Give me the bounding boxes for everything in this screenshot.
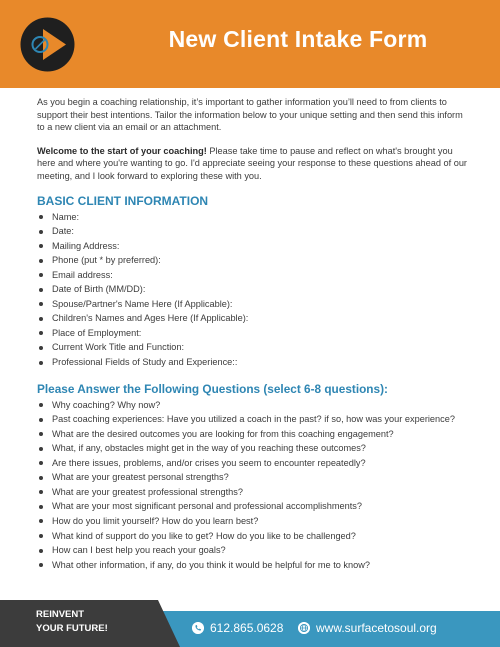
play-logo-icon bbox=[20, 17, 75, 72]
list-item: What kind of support do you like to get? How do you like to be challenged? bbox=[37, 529, 469, 544]
list-item: Children's Names and Ages Here (If Applicable): bbox=[37, 311, 469, 326]
list-item: What are the desired outcomes you are looking for from this coaching engagement? bbox=[37, 427, 469, 442]
basic-info-list bbox=[37, 210, 469, 370]
tagline-line-2: YOUR FUTURE! bbox=[36, 623, 108, 634]
list-item: Past coaching experiences: Have you utilized a coach in the past? if so, how was your experience? bbox=[37, 412, 469, 427]
list-item: Place of Employment: bbox=[37, 326, 469, 341]
footer-website-link[interactable]: www.surfacetosoul.org bbox=[316, 621, 437, 635]
list-item: What are your most significant personal and professional accomplishments? bbox=[37, 499, 469, 514]
list-item: Name: bbox=[37, 210, 469, 225]
list-item: What, if any, obstacles might get in the way of you reaching these outcomes? bbox=[37, 441, 469, 456]
footer-tagline bbox=[36, 608, 108, 636]
list-item: Mailing Address: bbox=[37, 239, 469, 254]
list-item: Email address: bbox=[37, 268, 469, 283]
phone-icon bbox=[192, 622, 204, 634]
list-item: Current Work Title and Function: bbox=[37, 340, 469, 355]
list-item: How can I best help you reach your goals? bbox=[37, 543, 469, 558]
list-item: What other information, if any, do you think it would be helpful for me to know? bbox=[37, 558, 469, 573]
form-content bbox=[37, 96, 469, 572]
list-item: Why coaching? Why now? bbox=[37, 398, 469, 413]
welcome-paragraph bbox=[37, 145, 469, 183]
footer-phone[interactable]: 612.865.0628 bbox=[210, 621, 284, 635]
list-item: Date: bbox=[37, 224, 469, 239]
questions-heading: Please Answer the Following Questions (select 6-8 questions): bbox=[37, 381, 388, 396]
list-item: Date of Birth (MM/DD): bbox=[37, 282, 469, 297]
footer bbox=[0, 600, 500, 647]
list-item: Are there issues, problems, and/or crises you seem to encounter repeatedly? bbox=[37, 456, 469, 471]
questions-list bbox=[37, 398, 469, 573]
list-item: How do you limit yourself? How do you learn best? bbox=[37, 514, 469, 529]
tagline-line-1: REINVENT bbox=[36, 609, 85, 620]
globe-icon bbox=[298, 622, 310, 634]
list-item: Spouse/Partner's Name Here (If Applicable): bbox=[37, 297, 469, 312]
list-item: What are your greatest professional strengths? bbox=[37, 485, 469, 500]
welcome-text: Please take time to pause and reflect on what's brought you here and where you're wanting to go. I'd appreciate seeing your response to these questions ahead of our meeting, and I look forward to exploring these with you. bbox=[37, 145, 467, 181]
list-item: Professional Fields of Study and Experience:: bbox=[37, 355, 469, 370]
intro-paragraph: As you begin a coaching relationship, it’s important to gather information you’ll need to from clients to support their best intentions. Tailor the information below to your unique setting and then send this inform to a new client via an email or an attachment. bbox=[37, 97, 463, 133]
list-item: What are your greatest personal strengths? bbox=[37, 470, 469, 485]
page-title: New Client Intake Form bbox=[168, 26, 428, 52]
list-item: Phone (put * by preferred): bbox=[37, 253, 469, 268]
welcome-lead: Welcome to the start of your coaching! bbox=[37, 145, 207, 156]
basic-info-heading: BASIC CLIENT INFORMATION bbox=[37, 193, 209, 208]
header-banner bbox=[0, 0, 500, 88]
